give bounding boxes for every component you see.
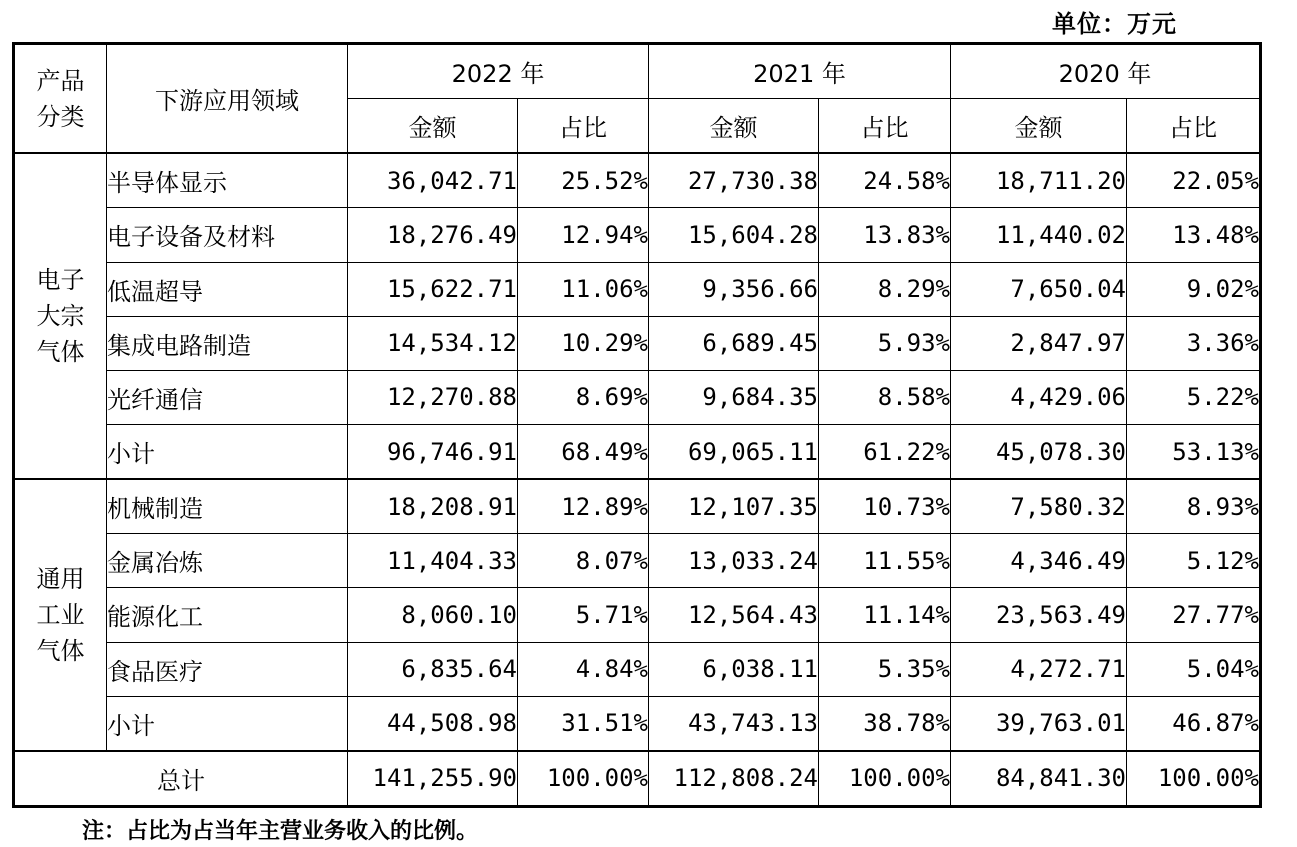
amount-cell: 12,270.88 [348, 370, 518, 424]
ratio-cell: 22.05% [1127, 153, 1261, 208]
table-row [14, 370, 1261, 424]
table-row [14, 534, 1261, 588]
category-line: 气体 [36, 338, 85, 367]
amount-cell: 45,078.30 [951, 424, 1127, 479]
amount-cell: 9,356.66 [649, 262, 819, 316]
ratio-cell: 5.12% [1127, 534, 1261, 588]
domain-cell: 机械制造 [107, 479, 348, 534]
ratio-cell: 53.13% [1127, 424, 1261, 479]
amount-cell: 9,684.35 [649, 370, 819, 424]
header-year-2022: 2022 年 [348, 44, 649, 99]
amount-cell: 23,563.49 [951, 588, 1127, 642]
table-row [14, 642, 1261, 696]
category-cell [14, 479, 107, 751]
amount-cell: 7,650.04 [951, 262, 1127, 316]
amount-cell: 11,440.02 [951, 208, 1127, 262]
domain-cell: 小计 [107, 696, 348, 751]
table-row [14, 424, 1261, 479]
total-cell: 100.00% [819, 751, 951, 807]
amount-cell: 18,208.91 [348, 479, 518, 534]
ratio-cell: 24.58% [819, 153, 951, 208]
ratio-cell: 10.73% [819, 479, 951, 534]
amount-cell: 36,042.71 [348, 153, 518, 208]
category-line: 气体 [36, 636, 85, 665]
amount-cell: 18,711.20 [951, 153, 1127, 208]
header-ratio: 占比 [819, 99, 951, 154]
ratio-cell: 11.14% [819, 588, 951, 642]
ratio-cell: 11.55% [819, 534, 951, 588]
total-label: 总计 [14, 751, 348, 807]
ratio-cell: 8.29% [819, 262, 951, 316]
category-line: 电子 [36, 266, 85, 295]
domain-cell: 集成电路制造 [107, 316, 348, 370]
table-body [14, 153, 1261, 751]
domain-cell: 金属冶炼 [107, 534, 348, 588]
total-cell: 84,841.30 [951, 751, 1127, 807]
header-amount: 金额 [649, 99, 819, 154]
amount-cell: 96,746.91 [348, 424, 518, 479]
amount-cell: 44,508.98 [348, 696, 518, 751]
amount-cell: 12,107.35 [649, 479, 819, 534]
header-category [14, 44, 107, 154]
footnote: 注：占比为占当年主营业务收入的比例。 [82, 819, 479, 844]
amount-cell: 8,060.10 [348, 588, 518, 642]
ratio-cell: 5.71% [518, 588, 649, 642]
amount-cell: 15,622.71 [348, 262, 518, 316]
ratio-cell: 5.93% [819, 316, 951, 370]
amount-cell: 15,604.28 [649, 208, 819, 262]
table-row [14, 479, 1261, 534]
ratio-cell: 13.83% [819, 208, 951, 262]
domain-cell: 能源化工 [107, 588, 348, 642]
amount-cell: 12,564.43 [649, 588, 819, 642]
ratio-cell: 8.07% [518, 534, 649, 588]
amount-cell: 4,272.71 [951, 642, 1127, 696]
category-line: 通用 [36, 564, 85, 593]
category-line: 大宗 [36, 302, 85, 331]
amount-cell: 6,689.45 [649, 316, 819, 370]
domain-cell: 光纤通信 [107, 370, 348, 424]
table-row [14, 262, 1261, 316]
amount-cell: 69,065.11 [649, 424, 819, 479]
ratio-cell: 31.51% [518, 696, 649, 751]
amount-cell: 2,847.97 [951, 316, 1127, 370]
ratio-cell: 27.77% [1127, 588, 1261, 642]
header-ratio: 占比 [1127, 99, 1261, 154]
amount-cell: 27,730.38 [649, 153, 819, 208]
amount-cell: 7,580.32 [951, 479, 1127, 534]
ratio-cell: 12.89% [518, 479, 649, 534]
domain-cell: 小计 [107, 424, 348, 479]
ratio-cell: 8.69% [518, 370, 649, 424]
ratio-cell: 8.58% [819, 370, 951, 424]
header-amount: 金额 [951, 99, 1127, 154]
header-amount: 金额 [348, 99, 518, 154]
table-row [14, 588, 1261, 642]
ratio-cell: 5.22% [1127, 370, 1261, 424]
ratio-cell: 4.84% [518, 642, 649, 696]
table-row [14, 208, 1261, 262]
ratio-cell: 12.94% [518, 208, 649, 262]
ratio-cell: 8.93% [1127, 479, 1261, 534]
table-row [14, 153, 1261, 208]
ratio-cell: 3.36% [1127, 316, 1261, 370]
total-cell: 141,255.90 [348, 751, 518, 807]
total-row [14, 751, 1261, 807]
header-domain: 下游应用领域 [107, 44, 348, 154]
ratio-cell: 46.87% [1127, 696, 1261, 751]
ratio-cell: 5.04% [1127, 642, 1261, 696]
amount-cell: 4,346.49 [951, 534, 1127, 588]
amount-cell: 18,276.49 [348, 208, 518, 262]
amount-cell: 4,429.06 [951, 370, 1127, 424]
category-cell [14, 153, 107, 479]
header-year-2021: 2021 年 [649, 44, 951, 99]
ratio-cell: 38.78% [819, 696, 951, 751]
domain-cell: 食品医疗 [107, 642, 348, 696]
amount-cell: 14,534.12 [348, 316, 518, 370]
ratio-cell: 5.35% [819, 642, 951, 696]
total-cell: 112,808.24 [649, 751, 819, 807]
table-row [14, 696, 1261, 751]
category-line: 工业 [36, 600, 85, 629]
header-year-2020: 2020 年 [951, 44, 1261, 99]
amount-cell: 6,835.64 [348, 642, 518, 696]
ratio-cell: 11.06% [518, 262, 649, 316]
ratio-cell: 61.22% [819, 424, 951, 479]
domain-cell: 半导体显示 [107, 153, 348, 208]
ratio-cell: 9.02% [1127, 262, 1261, 316]
amount-cell: 43,743.13 [649, 696, 819, 751]
total-cell: 100.00% [1127, 751, 1261, 807]
revenue-by-domain-table [12, 42, 1262, 808]
domain-cell: 低温超导 [107, 262, 348, 316]
domain-cell: 电子设备及材料 [107, 208, 348, 262]
amount-cell: 6,038.11 [649, 642, 819, 696]
ratio-cell: 13.48% [1127, 208, 1261, 262]
amount-cell: 11,404.33 [348, 534, 518, 588]
total-cell: 100.00% [518, 751, 649, 807]
unit-label: 单位：万元 [1052, 10, 1177, 38]
ratio-cell: 25.52% [518, 153, 649, 208]
ratio-cell: 68.49% [518, 424, 649, 479]
amount-cell: 39,763.01 [951, 696, 1127, 751]
header-category-line: 产品 [36, 66, 85, 95]
table-row [14, 316, 1261, 370]
header-category-line: 分类 [36, 102, 85, 131]
header-ratio: 占比 [518, 99, 649, 154]
amount-cell: 13,033.24 [649, 534, 819, 588]
ratio-cell: 10.29% [518, 316, 649, 370]
header-row-1 [14, 44, 1261, 99]
